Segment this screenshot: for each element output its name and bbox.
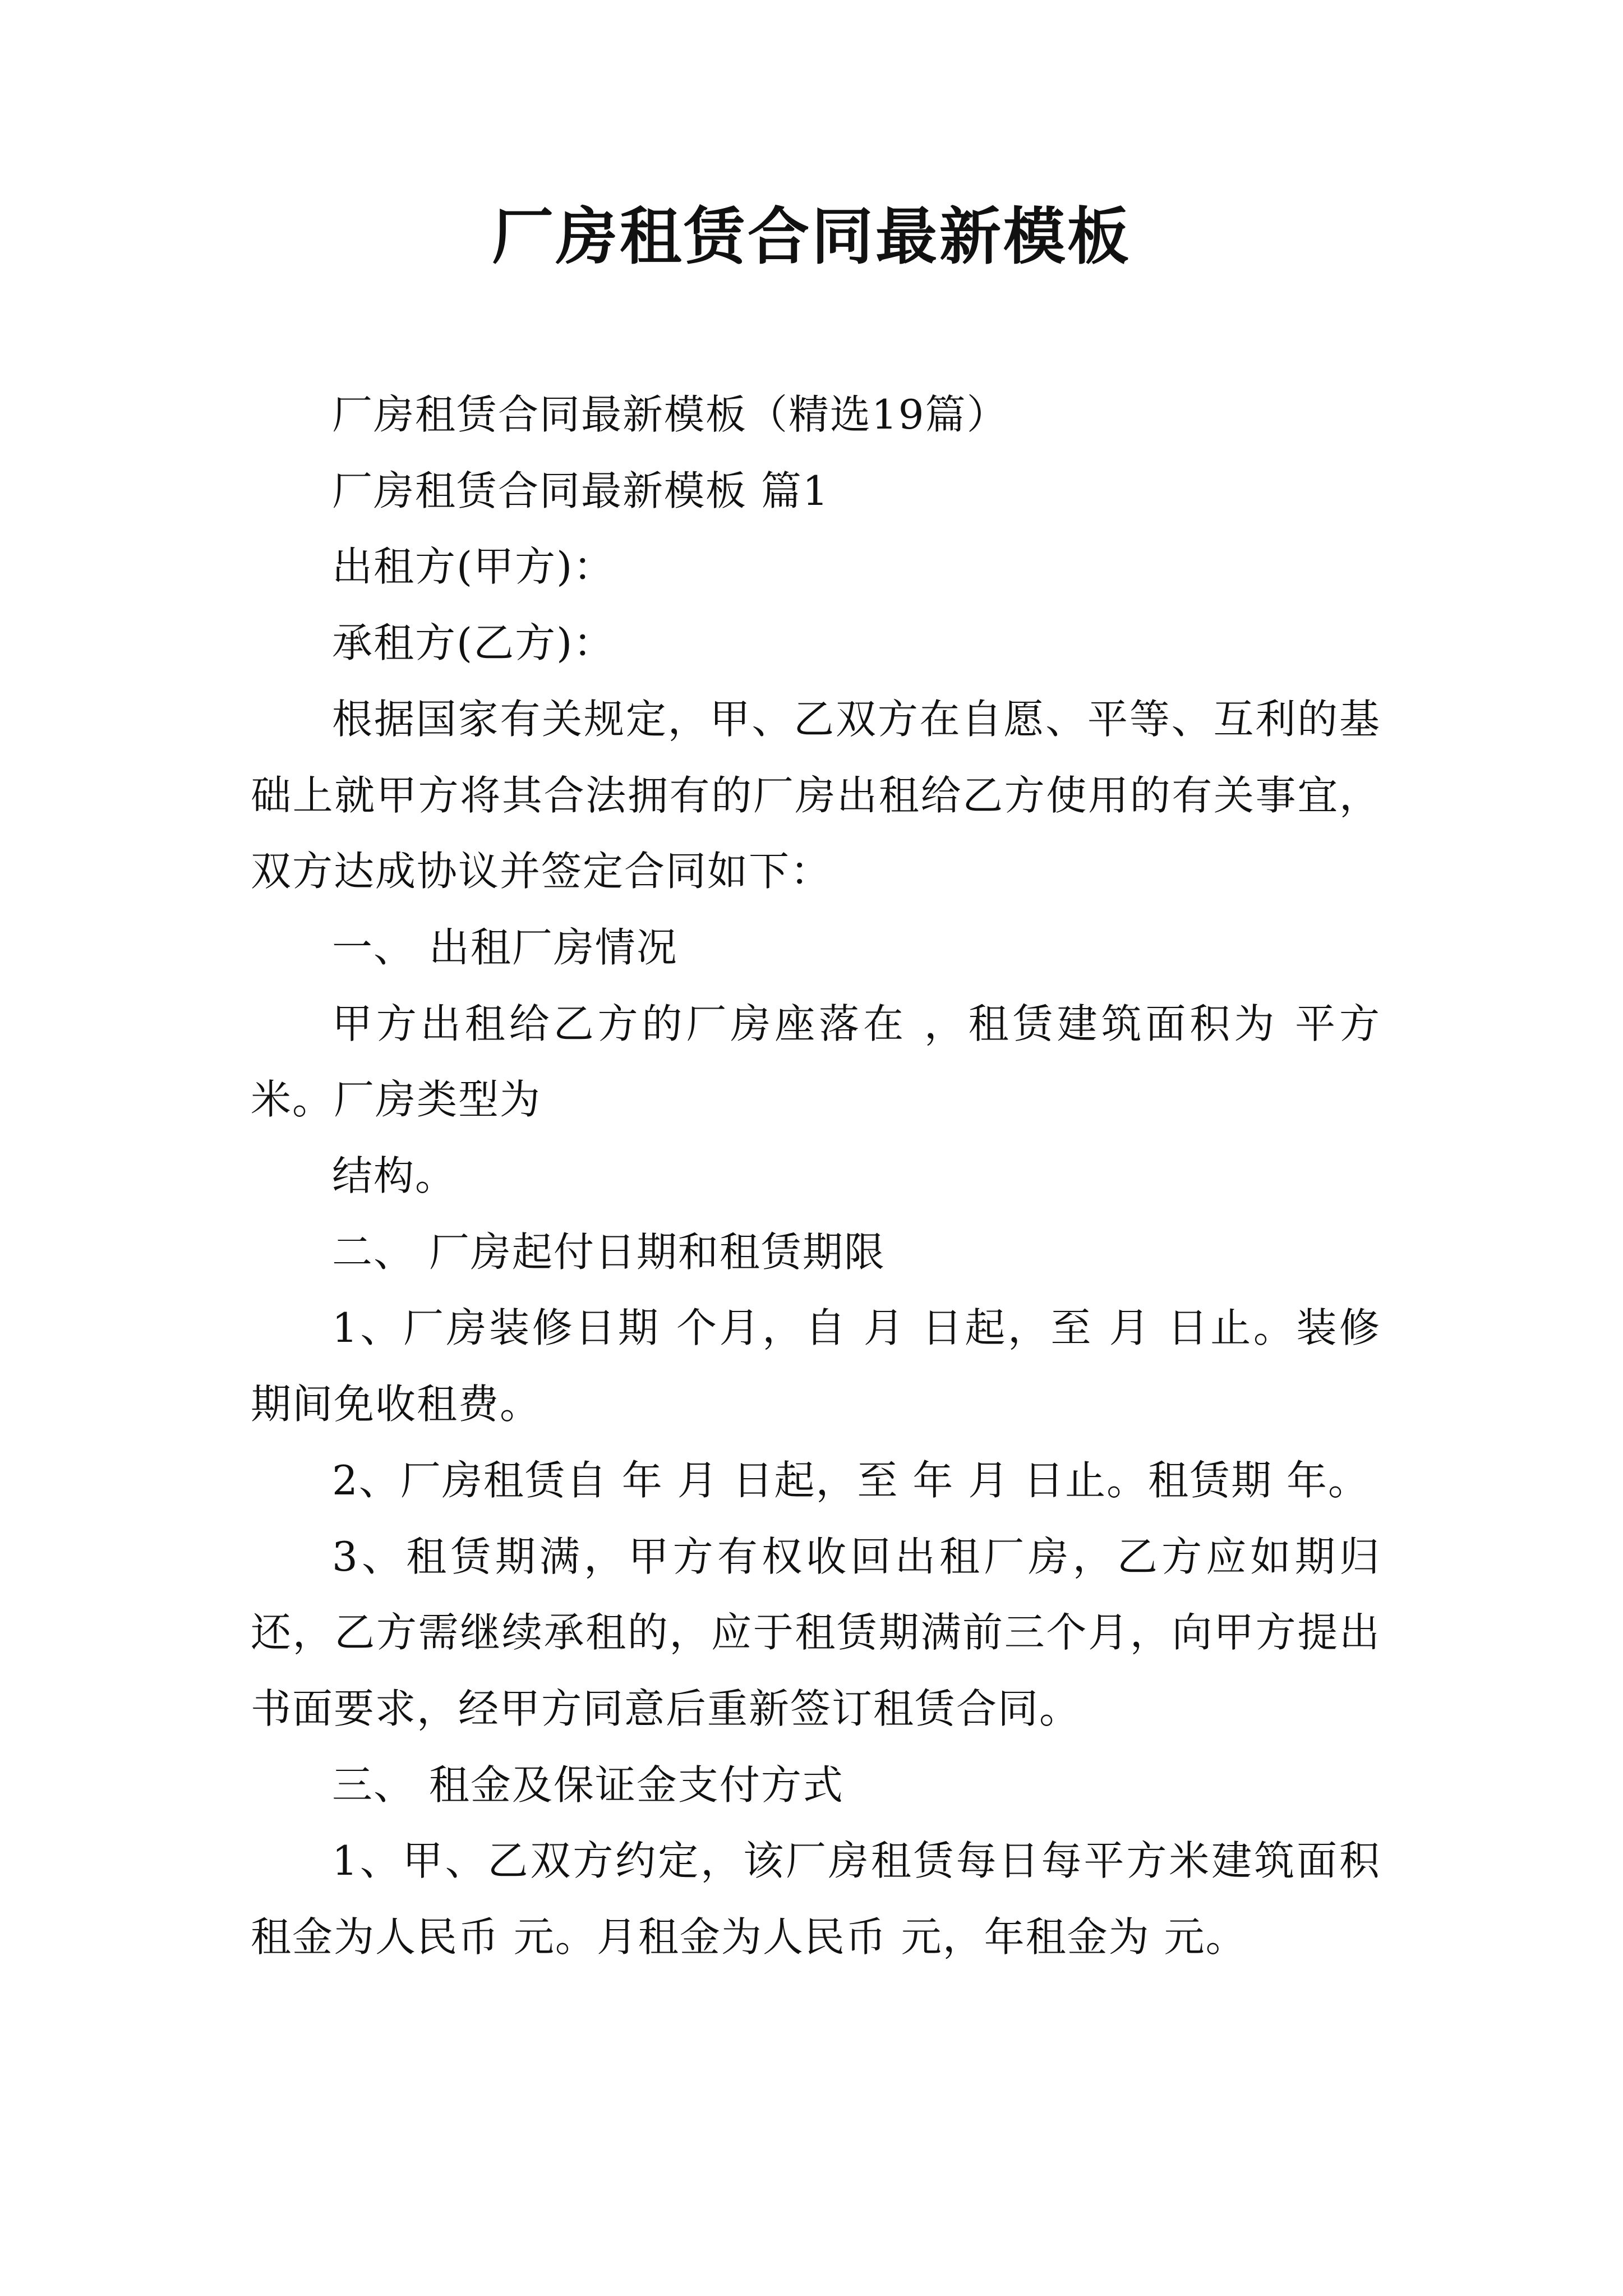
paragraph-heading-1: 一、 出租厂房情况 — [332, 923, 678, 971]
paragraph-preamble: 根据国家有关规定，甲、乙双方在自愿、平等、互利的基础上就甲方将其合法拥有的厂房出租给乙方使用的有关事宜，双方达成协议并签定合同如下： — [251, 695, 1381, 895]
document-body — [251, 377, 1381, 1976]
document-title: 厂房租赁合同最新模板 — [492, 200, 1131, 273]
paragraph-location: 甲方出租给乙方的厂房座落在 ，租赁建筑面积为 平方米。厂房类型为 — [251, 1000, 1381, 1124]
paragraph-heading-2: 二、 厂房起付日期和租赁期限 — [332, 1228, 886, 1276]
paragraph-clause-2-2: 2、厂房租赁自 年 月 日起，至 年 月 日止。租赁期 年。 — [332, 1456, 1370, 1504]
paragraph-subtitle: 厂房租赁合同最新模板（精选19篇） — [332, 391, 1008, 438]
paragraph-clause-3-1: 1、甲、乙双方约定，该厂房租赁每日每平方米建筑面积租金为人民币 元。月租金为人民币 元，年租金为 元。 — [251, 1837, 1381, 1961]
paragraph-clause-2-3: 3、租赁期满，甲方有权收回出租厂房，乙方应如期归还，乙方需继续承租的，应于租赁期满前三个月，向甲方提出书面要求，经甲方同意后重新签订租赁合同。 — [251, 1533, 1381, 1732]
paragraph-structure: 结构。 — [332, 1152, 457, 1200]
paragraph-clause-2-1: 1、厂房装修日期 个月，自 月 日起，至 月 日止。装修期间免收租费。 — [251, 1304, 1381, 1428]
paragraph-heading-3: 三、 租金及保证金支付方式 — [332, 1761, 844, 1809]
paragraph-lessor: 出租方(甲方)： — [332, 543, 615, 591]
paragraph-section-heading: 厂房租赁合同最新模板 篇1 — [332, 467, 829, 514]
paragraph-lessee: 承租方(乙方)： — [332, 619, 615, 667]
